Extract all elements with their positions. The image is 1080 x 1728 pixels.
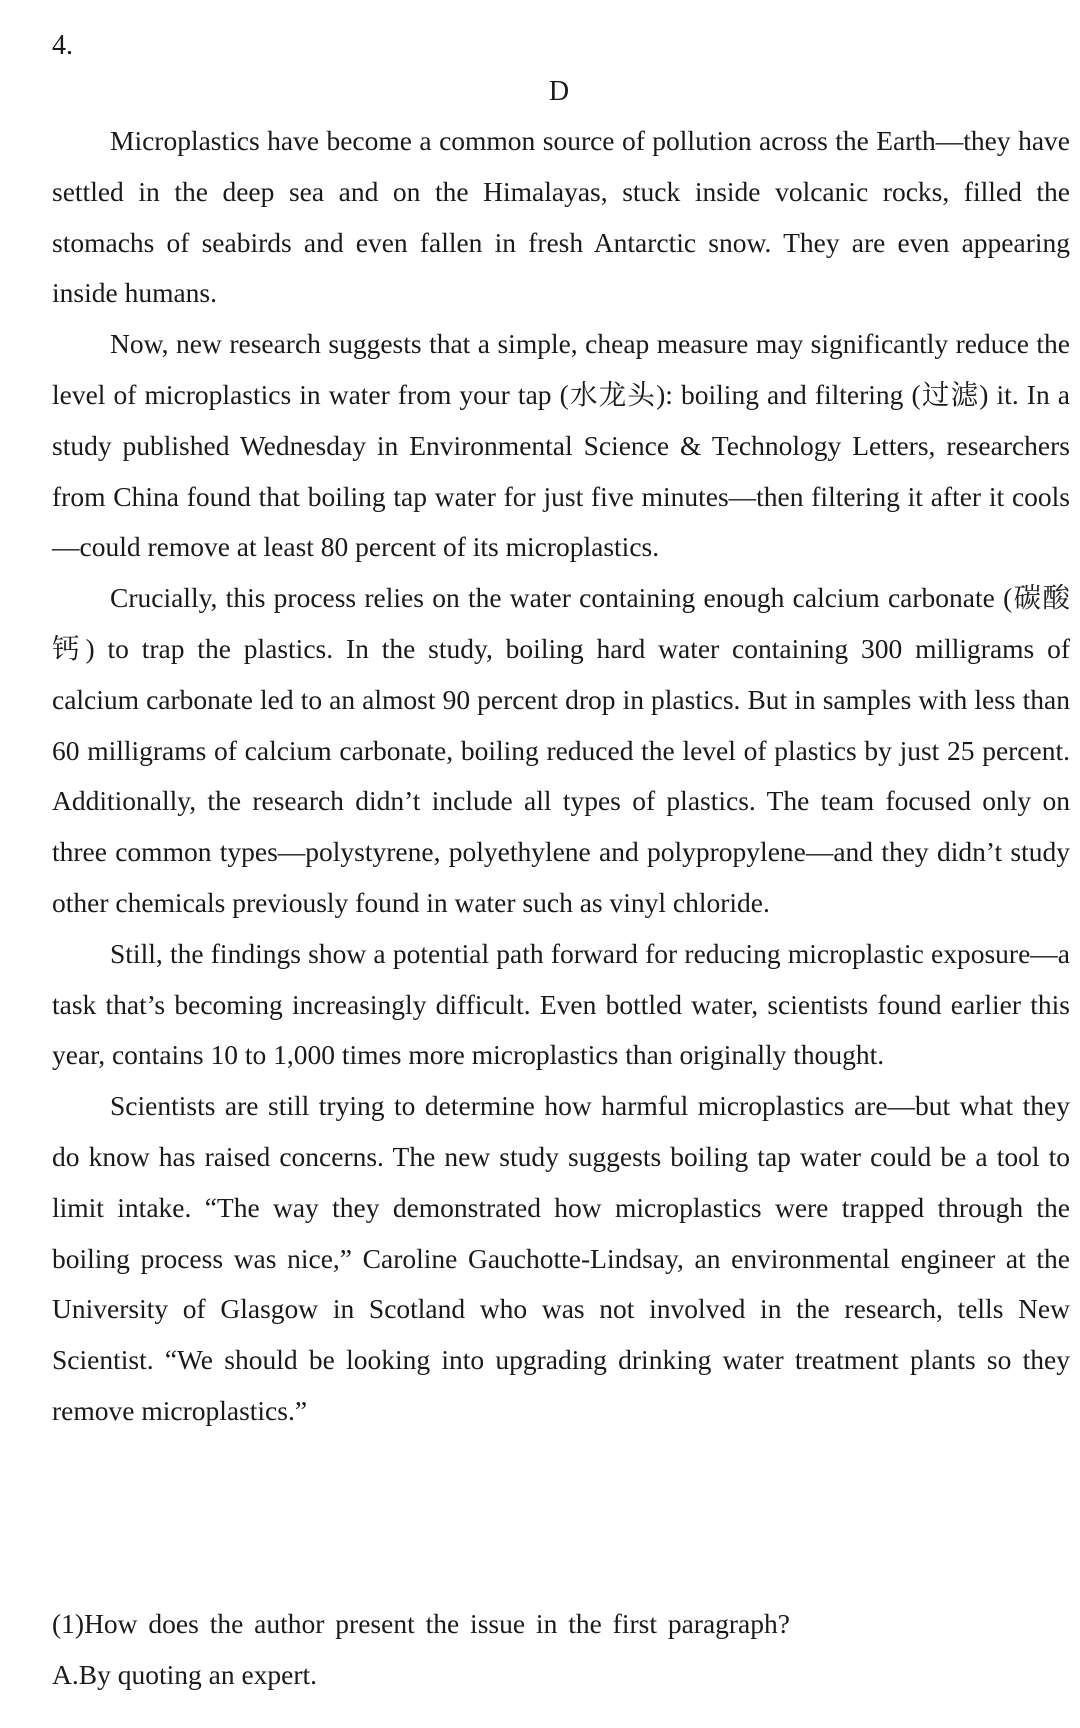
question-number: 4. xyxy=(52,30,73,61)
paragraph-1: Microplastics have become a common source of pollution across the Earth—they have settled in the deep sea and on the Himalayas, stuck inside volcanic rocks, filled the stomachs of seabirds and even fallen in fresh Antarctic snow. They are even appearing inside humans. xyxy=(52,125,1070,309)
paragraph-2: Now, new research suggests that a simple, cheap measure may significantly reduce the level of microplastics in water from your tap (水龙头): boiling and filtering (过滤) it. In a study published Wednesday in Environmental Science & Technology Letters, researchers from China found that boiling tap water for just five minutes—then filtering it after it cools—could remove at least 80 percent of its microplastics. xyxy=(52,328,1070,563)
paragraph-5: Scientists are still trying to determine how harmful microplastics are—but what they do know has raised concerns. The new study suggests boiling tap water could be a tool to limit intake. “The way they demonstrated how microplastics were trapped through the boiling process was nice,” Caroline Gauchotte-Lindsay, an environmental engineer at the University of Glasgow in Scotland who was not involved in the research, tells New Scientist. “We should be looking into upgrading drinking water treatment plants so they remove microplastics.” xyxy=(52,1090,1070,1426)
option-a: A.By quoting an expert. xyxy=(52,1659,318,1690)
passage xyxy=(52,116,1070,1437)
paragraph-3: Crucially, this process relies on the water containing enough calcium carbonate (碳酸钙) to trap the plastics. In the study, boiling hard water containing 300 milligrams of calcium carbonate led to an almost 90 percent drop in plastics. But in samples with less than 60 milligrams of calcium carbonate, boiling reduced the level of plastics by just 25 percent. Additionally, the research didn’t include all types of plastics. The team focused only on three common types—polystyrene, polyethylene and polypropylene—and they didn’t study other chemicals previously found in water such as vinyl chloride. xyxy=(52,582,1070,918)
paragraph-4: Still, the findings show a potential path forward for reducing microplastic exposure—a task that’s becoming increasingly difficult. Even bottled water, scientists found earlier this year, contains 10 to 1,000 times more microplastics than originally thought. xyxy=(52,937,1070,1071)
section-label: D xyxy=(548,76,570,107)
question-stem: (1)How does the author present the issue in the first paragraph? xyxy=(52,1608,790,1639)
